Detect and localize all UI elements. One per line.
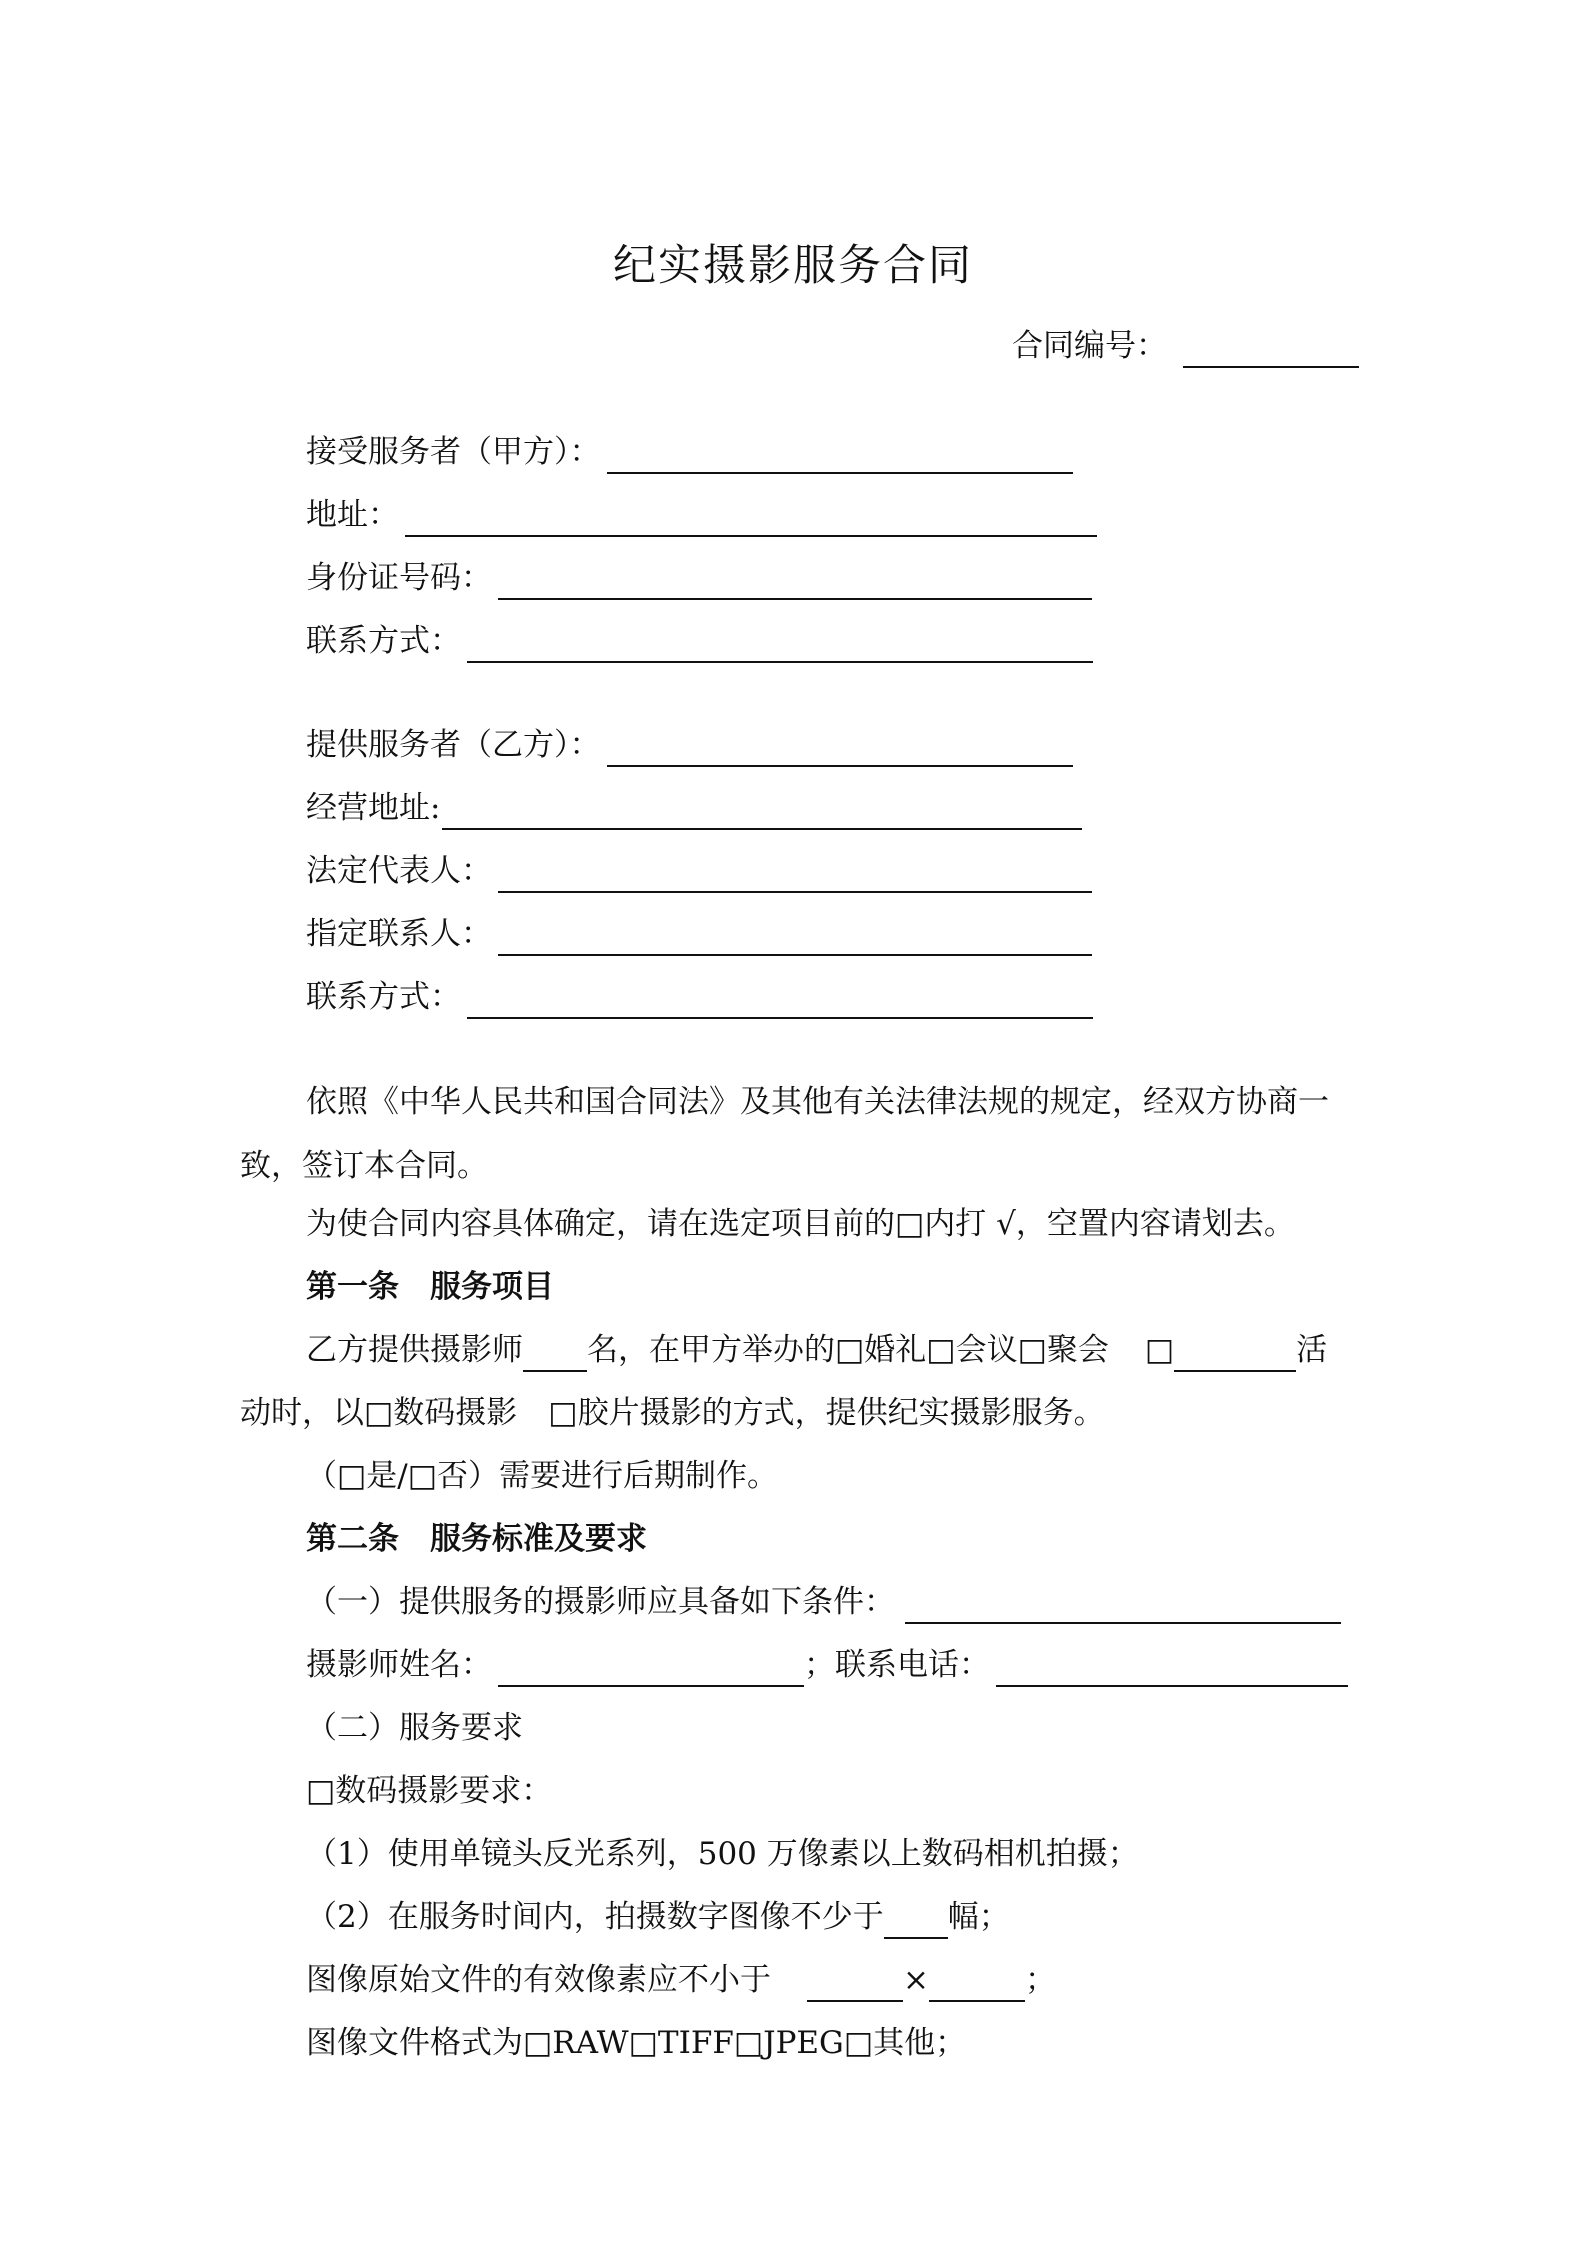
party-b-address-label: 经营地址: (306, 790, 441, 826)
photographer-phone-field[interactable] (996, 1649, 1348, 1687)
party-a-address-label: 地址： (306, 497, 399, 533)
party-b-liaison-label: 指定联系人： (306, 916, 492, 952)
requirement-item-1-text: （1）使用单镜头反光系列，500 万像素以上数码相机拍摄； (306, 1836, 1139, 1872)
requirement-item-2-suffix: 幅； (947, 1899, 1010, 1935)
contract-number-label: 合同编号： (1012, 328, 1167, 364)
requirement-item-2-text: （2）在服务时间内，拍摄数字图像不少于 (306, 1899, 884, 1935)
article-1-heading (306, 1265, 554, 1309)
article-1-l3: （□是/□否）需要进行后期制作。 (306, 1458, 779, 1494)
article-1-line-2 (240, 1391, 1105, 1435)
pixel-width-field[interactable] (807, 1964, 903, 2002)
service-requirements-label: （二）服务要求 (306, 1710, 523, 1746)
article-1-l2: 动时，以□数码摄影 □胶片摄影的方式，提供纪实摄影服务。 (240, 1395, 1105, 1431)
photographer-conditions-label: （一）提供服务的摄影师应具备如下条件： (306, 1584, 895, 1620)
article-2-heading (306, 1517, 647, 1561)
party-b-name-label: 提供服务者（乙方）： (306, 727, 601, 763)
party-a-id-label: 身份证号码： (306, 560, 492, 596)
photographer-name-field[interactable] (498, 1649, 804, 1687)
article-1-heading-text: 第一条 服务项目 (306, 1269, 554, 1305)
party-b-liaison-row (306, 912, 1092, 956)
contract-number-row (1012, 324, 1359, 368)
article-1-l1d: 活 (1296, 1332, 1328, 1368)
party-b-liaison-field[interactable] (498, 918, 1092, 956)
requirement-item-2 (306, 1895, 1010, 1939)
article-2-heading-text: 第二条 服务标准及要求 (306, 1521, 647, 1557)
other-event-checkbox[interactable]: □ (1144, 1332, 1175, 1368)
photographer-conditions-row (306, 1580, 1341, 1624)
photographer-name-label: 摄影师姓名： (306, 1647, 492, 1683)
pixel-requirement-row (306, 1958, 1056, 2002)
party-b-rep-label: 法定代表人： (306, 853, 492, 889)
pixel-requirement-label: 图像原始文件的有效像素应不小于 (306, 1962, 771, 1998)
digital-requirements-row (306, 1769, 552, 1813)
party-a-id-field[interactable] (498, 562, 1092, 600)
party-a-contact-row (306, 619, 1093, 663)
party-a-name-row (306, 430, 1073, 474)
party-b-address-field[interactable] (442, 792, 1082, 830)
party-b-contact-label: 联系方式： (306, 979, 461, 1015)
instruction-line (306, 1202, 1295, 1246)
party-b-contact-field[interactable] (467, 981, 1093, 1019)
requirement-item-1 (306, 1832, 1139, 1876)
article-1-line-1 (306, 1328, 1327, 1372)
party-b-rep-field[interactable] (498, 855, 1092, 893)
article-1-line-3 (306, 1454, 778, 1498)
instruction-text: 为使合同内容具体确定，请在选定项目前的□内打 √，空置内容请划去。 (306, 1206, 1295, 1242)
photographer-phone-label: ；联系电话： (804, 1647, 990, 1683)
party-a-address-field[interactable] (405, 499, 1097, 537)
party-a-name-label: 接受服务者（甲方）： (306, 434, 601, 470)
contract-number-field[interactable] (1183, 330, 1359, 368)
party-b-name-row (306, 723, 1073, 767)
image-count-field[interactable] (884, 1901, 948, 1939)
file-format-text[interactable]: 图像文件格式为□RAW□TIFF□JPEG□其他； (306, 2025, 967, 2061)
party-a-id-row (306, 556, 1092, 600)
pixel-semicolon: ； (1024, 1962, 1056, 1998)
article-1-l1a: 乙方提供摄影师 (306, 1332, 523, 1368)
party-a-name-field[interactable] (607, 436, 1073, 474)
pixel-height-field[interactable] (929, 1964, 1025, 2002)
party-b-name-field[interactable] (607, 729, 1073, 767)
service-requirements-row (306, 1706, 523, 1750)
photographer-conditions-field[interactable] (905, 1586, 1341, 1624)
photographer-name-row (306, 1643, 1348, 1687)
digital-requirements-label[interactable]: □数码摄影要求： (306, 1773, 553, 1809)
party-b-contact-row (306, 975, 1093, 1019)
party-a-address-row (306, 493, 1097, 537)
file-format-row (306, 2021, 966, 2065)
party-a-contact-label: 联系方式： (306, 623, 461, 659)
photographer-count-field[interactable] (523, 1334, 587, 1372)
times-sign: × (903, 1962, 929, 1998)
intro-paragraph: 依照《中华人民共和国合同法》及其他有关法律法规的规定，经双方协商一致，签订本合同。 (240, 1084, 1329, 1184)
party-a-contact-field[interactable] (467, 625, 1093, 663)
party-b-rep-row (306, 849, 1092, 893)
article-1-l1b: 名，在甲方举办的□婚礼□会议□聚会 (587, 1332, 1109, 1368)
party-b-address-row (306, 786, 1082, 830)
document-title: 纪实摄影服务合同 (613, 241, 973, 291)
other-event-field[interactable] (1174, 1334, 1296, 1372)
